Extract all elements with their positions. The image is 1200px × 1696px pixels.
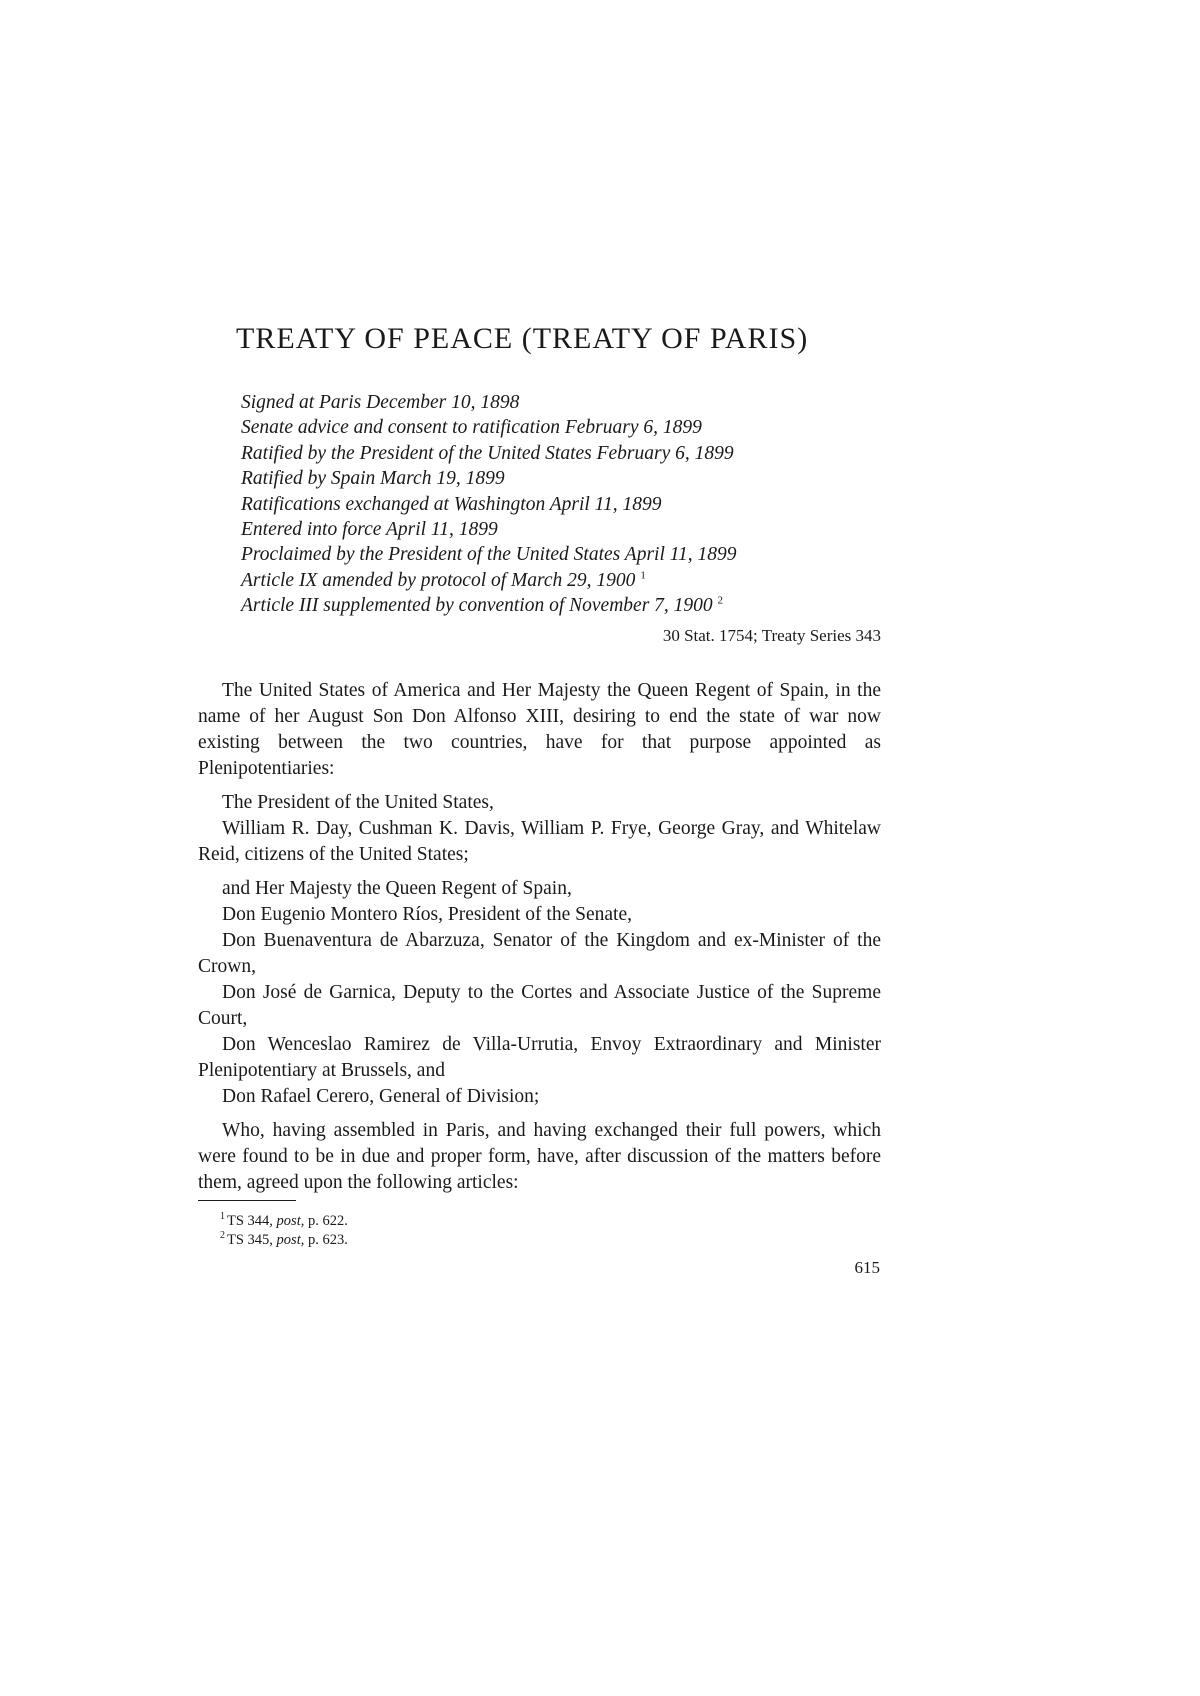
body-paragraph: The United States of America and Her Majesty the Queen Regent of Spain, in the name of her August Son Don Alfonso XIII, desiring to end the state of war now existing between the two countries, have for that purpose appointed as Plenipotentiaries: [198,680,881,779]
statute-citation: 30 Stat. 1754; Treaty Series 343 [662,626,881,645]
footnote-mark: 2 [220,1230,225,1242]
history-line-text: Article III supplemented by convention of November 7, 1900 [241,595,713,617]
history-line-text: Article IX amended by protocol of March 29, 1900 [241,569,636,591]
history-line [241,542,881,567]
footnote-post: post, [276,1213,305,1229]
footnote-mark: 1 [220,1211,225,1223]
body-paragraph: and Her Majesty the Queen Regent of Spain, [222,878,572,899]
history-line [241,568,881,593]
footnote-divider [198,1200,296,1201]
footnote-reference: 1 [640,569,646,582]
footnote-post: post, [276,1232,305,1248]
history-line [241,441,881,466]
history-line-text: Entered into force April 11, 1899 [241,519,498,541]
treaty-preamble [198,678,881,1196]
body-paragraph: Don Eugenio Montero Ríos, President of the Senate, [222,904,632,925]
history-line-text: Proclaimed by the President of the United States April 11, 1899 [241,544,737,566]
page-number: 615 [854,1258,880,1277]
body-paragraph: Don José de Garnica, Deputy to the Cortes and Associate Justice of the Supreme Court, [198,982,881,1029]
history-line [241,415,881,440]
history-line-text: Ratifications exchanged at Washington April 11, 1899 [241,493,662,515]
treaty-history-list [241,390,881,619]
history-line-text: Ratified by the President of the United States February 6, 1899 [241,442,734,464]
history-line [241,390,881,415]
footnote-reference: 2 [717,594,724,607]
history-line-text: Signed at Paris December 10, 1898 [241,392,520,413]
footnote [220,1231,348,1250]
footnote-text: TS 344, [227,1213,277,1229]
body-paragraph: The President of the United States, [222,792,494,813]
history-line [241,466,881,491]
document-title: TREATY OF PEACE (TREATY OF PARIS) [236,322,809,355]
footnote-page: p. 622. [304,1213,348,1229]
body-paragraph: Don Rafael Cerero, General of Division; [222,1086,540,1107]
history-line [241,517,881,542]
history-line [241,593,881,618]
history-line-text: Senate advice and consent to ratification February 6, 1899 [241,417,702,439]
body-paragraph: William R. Day, Cushman K. Davis, William P. Frye, George Gray, and Whitelaw Reid, citizens of the United States; [198,818,881,865]
footnote-page: p. 623. [304,1232,348,1248]
body-paragraph: Don Buenaventura de Abarzuza, Senator of the Kingdom and ex-Minister of the Crown, [198,930,881,977]
footnote [220,1212,348,1231]
footnote-text: TS 345, [227,1232,277,1248]
history-line [241,492,881,517]
body-paragraph: Don Wenceslao Ramirez de Villa-Urrutia, Envoy Extraordinary and Minister Plenipotentiary at Brussels, and [198,1034,881,1081]
history-line-text: Ratified by Spain March 19, 1899 [241,468,505,490]
footnotes-list [220,1212,348,1250]
body-paragraph: Who, having assembled in Paris, and having exchanged their full powers, which were found to be in due and proper form, have, after discussion of the matters before them, agreed upon the following articles: [198,1120,881,1193]
